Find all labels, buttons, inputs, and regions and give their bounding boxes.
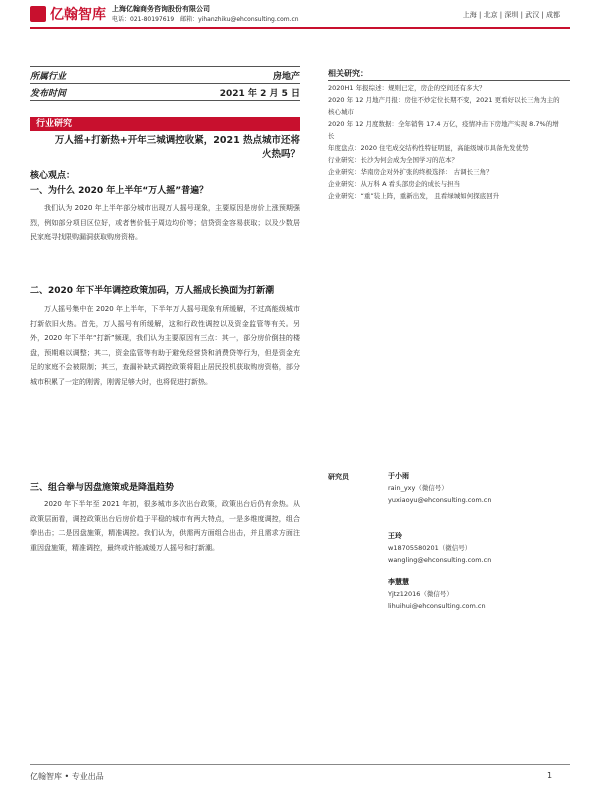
report-title-line-1: 万人摇+打新热+开年三城调控收紧，2021 热点城市还将 (54, 135, 300, 146)
researcher-name: 于小雨 (388, 472, 409, 480)
office-cities: 上海 | 北京 | 深圳 | 武汉 | 成都 (462, 11, 560, 19)
date-row (30, 86, 300, 99)
report-title-line-2: 火热吗？ (261, 149, 300, 160)
related-item[interactable]: 2020 年 12 月度数据：全年销售 17.4 万亿，疫情冲击下房地产实现 8.7%的增长 (328, 120, 559, 140)
industry-row (30, 69, 300, 82)
meta-top-rule (30, 66, 300, 67)
researcher-card (388, 576, 568, 612)
researcher-wechat: w18705580201（微信号） (388, 544, 472, 552)
meta-bottom-rule (30, 100, 300, 101)
section-1-heading: 一、为什么 2020 年上半年“万人摇”普遍？ (30, 186, 209, 196)
footer-rule (30, 764, 570, 765)
researcher-label: 研究员 (328, 473, 349, 481)
company-name: 上海亿翰商务咨询股份有限公司 (112, 5, 210, 13)
researcher-name: 王玲 (388, 532, 402, 540)
related-item[interactable]: 企业研究：从万科 A 看头部房企的成长与担当 (328, 180, 461, 188)
related-item[interactable]: 行业研究：长沙为何会成为全国学习的范本？ (328, 156, 458, 164)
footer-brand: 亿翰智库 • 专业出品 (30, 772, 104, 781)
researcher-wechat: rain_yxy（微信号） (388, 484, 448, 492)
researcher-email[interactable]: yuxiaoyu@ehconsulting.com.cn (388, 496, 492, 504)
report-title (30, 134, 300, 162)
researcher-card (388, 530, 568, 566)
section-3-heading: 三、组合拳与因盘施策或是降温趋势 (30, 483, 175, 493)
date-label: 发布时间 (30, 89, 67, 99)
related-item[interactable]: 2020 年 12 月地产月报：房住不炒定位长期不变，2021 更看好以长三角为主的核心城市 (328, 96, 560, 116)
date-value: 2021 年 2 月 5 日 (219, 89, 300, 99)
section-1-body: 我们认为 2020 年上半年部分城市出现万人摇号现象，主要原因是房价上涨预期强烈，例如部分项目区位好，或者售价低于周边均价等；信贷资金容易获取；以及少数居民家庭寻找限购漏洞获取购房资格。 (30, 204, 300, 241)
section-band: 行业研究 (30, 117, 300, 131)
logo-text: 亿翰智库 (50, 7, 106, 23)
related-item[interactable]: 企业研究：“重”装上阵，重新出发， 且看绿城如何探底回升 (328, 192, 500, 200)
researcher-wechat: Yjtz12016（微信号） (388, 590, 453, 598)
logo-mark-icon (30, 6, 46, 22)
related-research-title: 相关研究： (328, 69, 368, 78)
section-3-body: 2020 年下半年至 2021 年初，很多城市多次出台政策，政策出台后仍有余热。从政策层面看，调控政策出台后房价趋于平稳的城市有两大特点，一是多维度调控，组合拳出击；二是因盘施策，精准调控。我们认为，供需两方面组合出击，并且需求方面注重因盘施策，精准调控，最终或许能减缓万人摇号和打新潮。 (30, 500, 300, 552)
section-2-heading: 二、2020 年下半年调控政策加码，万人摇成长换面为打新潮 (30, 286, 275, 296)
related-research-list (328, 82, 560, 202)
section-2-body: 万人摇号集中在 2020 年上半年，下半年万人摇号现象有所缓解，不过高能级城市打新依旧火热。首先，万人摇号有所缓解，这和行政性调控以及资金监管等有关。另外，2020 年下半年“打新”频现，我们认为主要原因有三点：其一，部分房价倒挂的楼盘，预期难以调整；其二，资金监管等有助于避免经营贷和消费贷等行为，但是资金充足的家庭不会被限制；其三，查漏补缺式调控政策将阻止居民投机获取购房资格，部分城市积累了一定的刚需，刚需足够大时，也将促进打新热。 (30, 305, 300, 386)
meta-mid-rule (30, 83, 300, 84)
core-views-label: 核心观点： (30, 171, 76, 181)
researcher-card (388, 470, 568, 506)
header-rule (30, 27, 570, 29)
page-number: 1 (547, 771, 553, 780)
related-item[interactable]: 年度盘点：2020 住宅成交结构性特征明显，高能级城市具备先发优势 (328, 144, 529, 152)
researcher-email[interactable]: wangling@ehconsulting.com.cn (388, 556, 492, 564)
researcher-email[interactable]: lihuihui@ehconsulting.com.cn (388, 602, 486, 610)
related-item[interactable]: 2020H1 年报综述：规则已定，房企的空间还有多大？ (328, 84, 486, 92)
industry-value: 房地产 (272, 72, 300, 82)
related-rule (328, 80, 570, 81)
researcher-name: 李慧慧 (388, 578, 409, 586)
related-item[interactable]: 企业研究：华南房企对外扩张的终极选择： 古调长三角？ (328, 168, 493, 176)
industry-label: 所属行业 (30, 72, 67, 82)
company-contact: 电话：021-80197619 邮箱：yihanzhiku@ehconsulting.com.cn (112, 16, 299, 23)
